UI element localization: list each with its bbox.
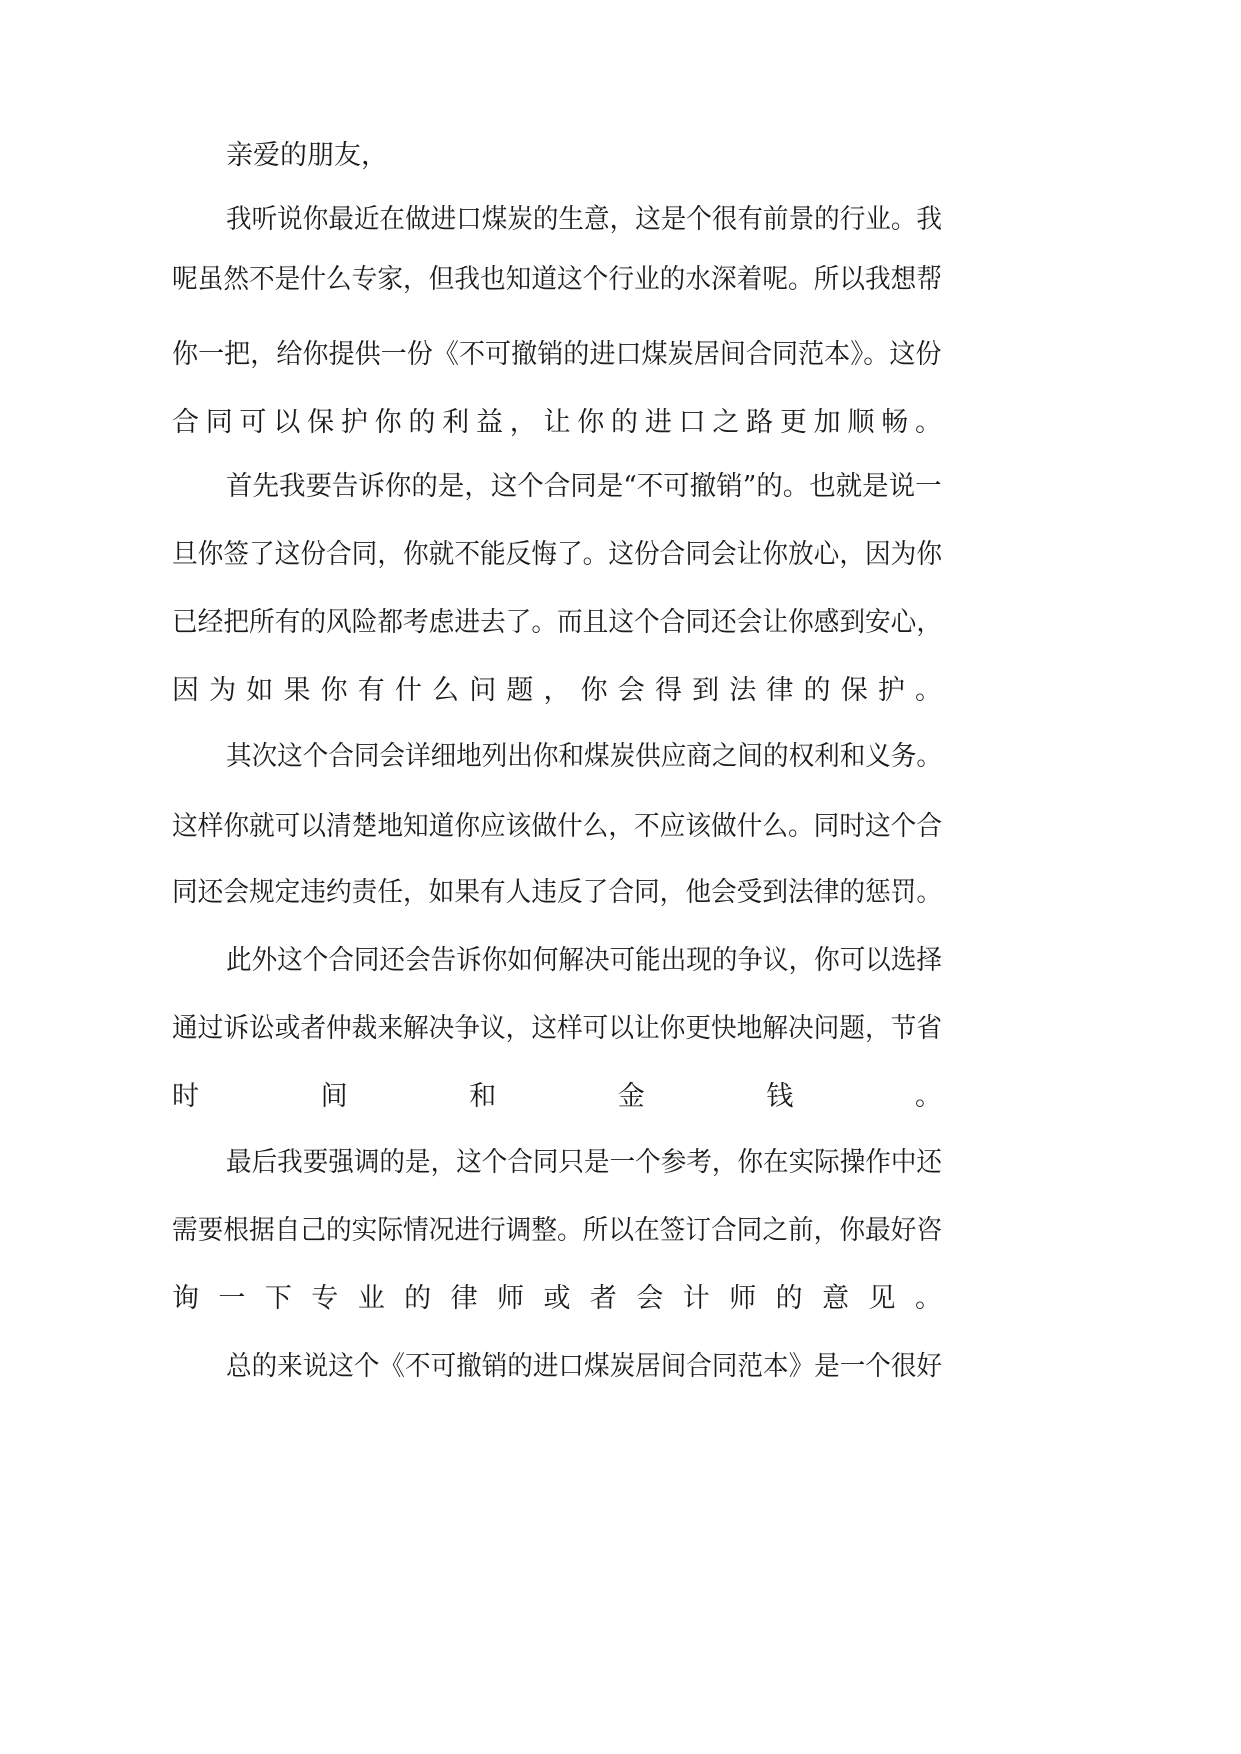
salutation: 亲爱的朋友， (226, 140, 388, 171)
text-line: 旦你签了这份合同，你就不能反悔了。这份合同会让你放心，因为你 (172, 539, 942, 570)
text-line: 同还会规定违约责任，如果有人违反了合同，他会受到法律的惩罚。 (172, 877, 942, 908)
text-line: 我听说你最近在做进口煤炭的生意，这是个很有前景的行业。我 (226, 204, 942, 235)
text-line: 其次这个合同会详细地列出你和煤炭供应商之间的权利和义务。 (226, 741, 942, 772)
text-line: 呢虽然不是什么专家，但我也知道这个行业的水深着呢。所以我想帮 (172, 264, 942, 295)
text-line: 此外这个合同还会告诉你如何解决可能出现的争议，你可以选择 (226, 945, 942, 976)
text-line: 你一把，给你提供一份《不可撤销的进口煤炭居间合同范本》。这份 (172, 339, 942, 370)
text-line: 时间和金钱。 (172, 1081, 1064, 1112)
text-line: 已经把所有的风险都考虑进去了。而且这个合同还会让你感到安心， (172, 607, 942, 638)
text-line: 最后我要强调的是，这个合同只是一个参考，你在实际操作中还 (226, 1147, 942, 1178)
text-line: 首先我要告诉你的是，这个合同是“不可撤销”的。也就是说一 (226, 471, 942, 502)
text-line: 总的来说这个《不可撤销的进口煤炭居间合同范本》是一个很好 (226, 1351, 942, 1382)
text-line: 需要根据自己的实际情况进行调整。所以在签订合同之前，你最好咨 (172, 1215, 942, 1246)
text-line: 询一下专业的律师或者会计师的意见。 (172, 1283, 962, 1314)
text-line: 合同可以保护你的利益，让你的进口之路更加顺畅。 (172, 407, 949, 438)
text-line: 通过诉讼或者仲裁来解决争议，这样可以让你更快地解决问题，节省 (172, 1013, 942, 1044)
text-line: 这样你就可以清楚地知道你应该做什么，不应该做什么。同时这个合 (172, 811, 942, 842)
text-line: 因为如果你有什么问题，你会得到法律的保护。 (172, 675, 953, 706)
